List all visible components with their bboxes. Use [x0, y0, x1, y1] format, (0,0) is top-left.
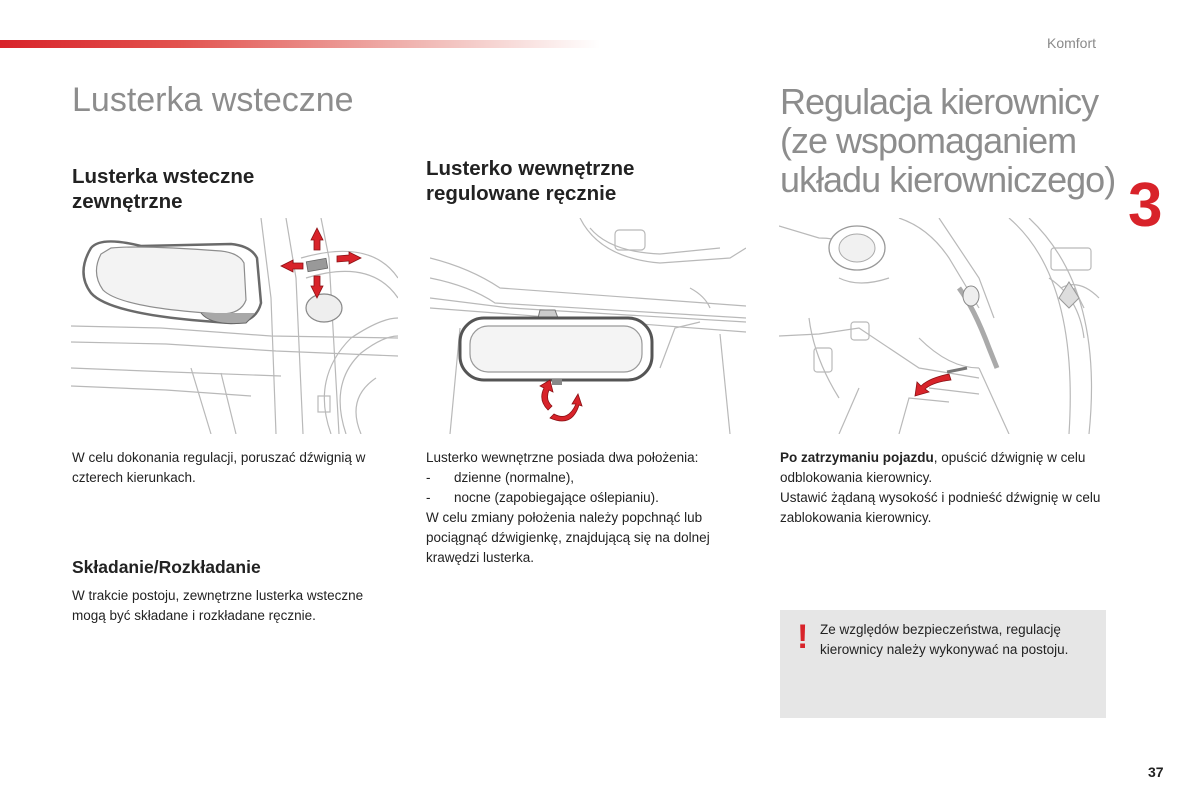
four-way-arrows-icon: [281, 228, 361, 298]
list-text: dzienne (normalne),: [454, 470, 575, 485]
steering-unlock-text: [780, 448, 1110, 488]
exclamation-icon: !: [797, 618, 809, 656]
heading-folding: Składanie/Rozkładanie: [72, 557, 261, 577]
safety-warning-text: Ze względów bezpieczeństwa, regulację kierownicy należy wykonywać na postoju.: [820, 622, 1069, 657]
page-number: 37: [1148, 764, 1164, 780]
interior-mirror-text: [426, 448, 756, 568]
external-mirror-illustration: [71, 218, 398, 434]
page-title-steering: [780, 83, 1115, 200]
section-label: Komfort: [1047, 35, 1097, 51]
list-dash: -: [426, 470, 431, 485]
steering-bold-lead: Po zatrzymaniu pojazdu: [780, 450, 934, 465]
title-line: układu kierowniczego): [780, 158, 1116, 200]
folding-text: W trakcie postoju, zewnętrzne lusterka wsteczne mogą być składane i rozkładane ręcznie.: [72, 588, 364, 623]
heading-interior-mirror: Lusterko wewnętrzne regulowane ręcznie: [426, 157, 635, 205]
list-item: [426, 488, 756, 508]
title-line: (ze wspomaganiem: [780, 119, 1077, 161]
heading-external-mirrors: Lusterka wsteczne zewnętrzne: [72, 165, 255, 213]
title-line: Regulacja kierownicy: [780, 81, 1099, 122]
header-accent-bar: [0, 40, 600, 48]
interior-mirror-instructions: W celu zmiany położenia należy popchnąć lub pociągnąć dźwigienkę, znajdującą się na dolnej krawędzi lusterka.: [426, 510, 710, 565]
interior-mirror-intro: Lusterko wewnętrzne posiada dwa położenia:: [426, 450, 699, 465]
list-dash: -: [426, 490, 431, 505]
safety-warning-box: [780, 610, 1106, 718]
list-text: nocne (zapobiegające oślepianiu).: [454, 490, 659, 505]
chapter-number: 3: [1128, 171, 1161, 240]
interior-mirror-illustration: [430, 218, 746, 434]
page-title-mirrors: Lusterka wsteczne: [72, 81, 354, 119]
rotate-arrows-icon: [540, 380, 582, 421]
external-mirrors-text: W celu dokonania regulacji, poruszać dźwignią w czterech kierunkach.: [72, 450, 366, 485]
list-item: [426, 468, 756, 488]
steering-text: [780, 448, 1110, 528]
steering-adjustment-illustration: [779, 218, 1106, 434]
steering-lock-text: Ustawić żądaną wysokość i podnieść dźwignię w celu zablokowania kierownicy.: [780, 490, 1101, 525]
lever-arrow-icon: [915, 374, 951, 396]
steering-unlock-rest: , opuścić dźwignię w celu odblokowania kierownicy.: [780, 450, 1086, 485]
